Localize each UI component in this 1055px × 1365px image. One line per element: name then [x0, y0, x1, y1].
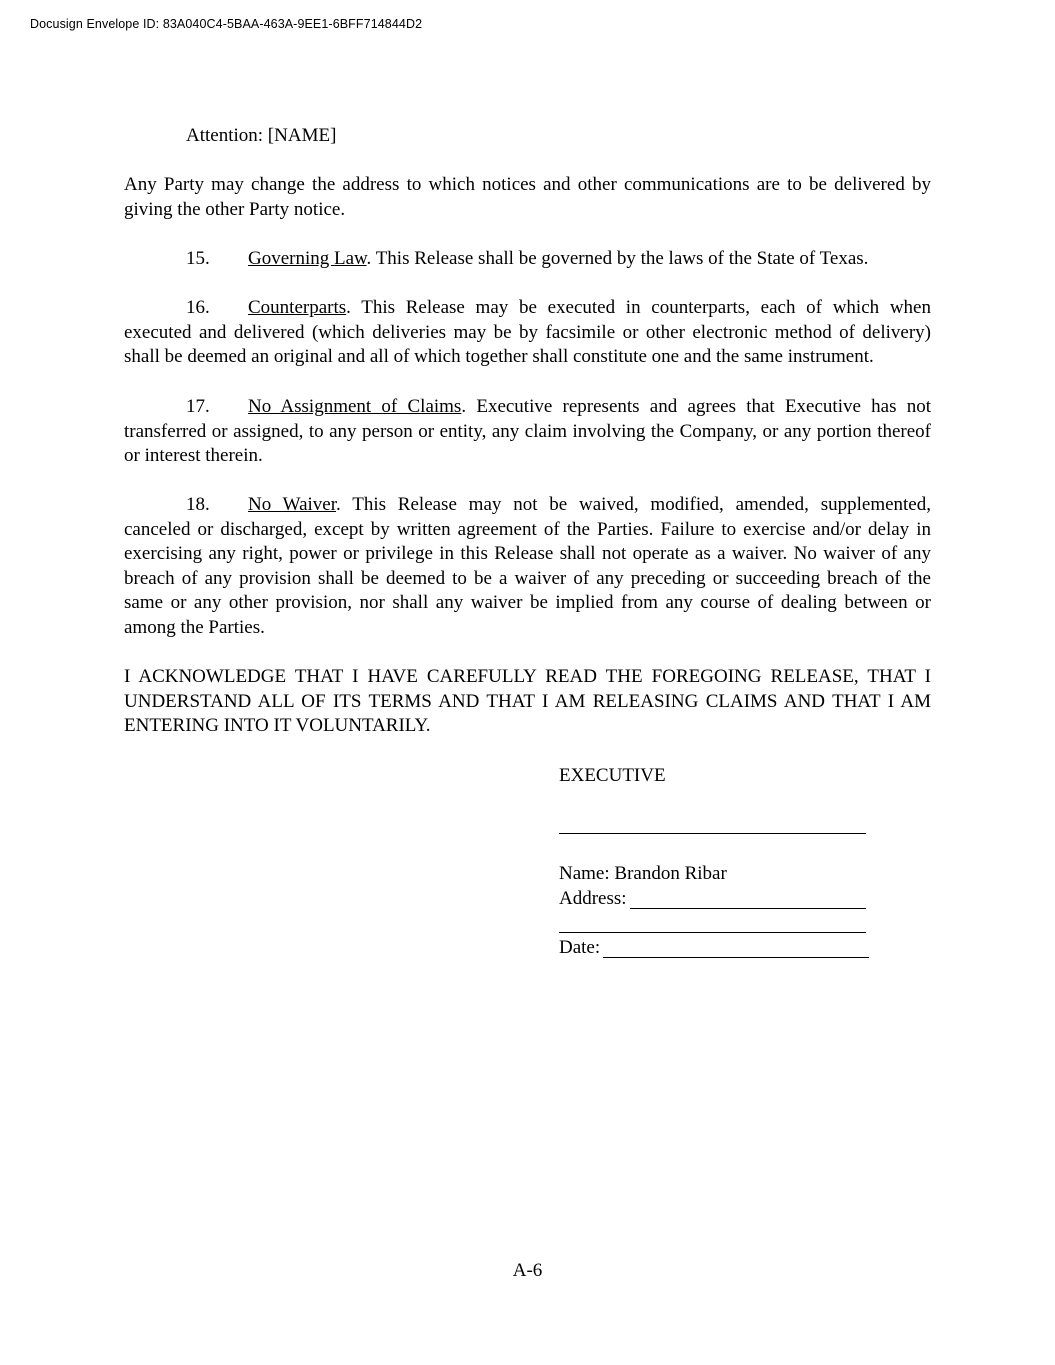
section-heading: Counterparts	[248, 297, 347, 318]
section-text: . This Release may not be waived, modified, amended, supplemented, canceled or discharged, except by written agreement of the Parties. Failure to exercise and/or delay in exercising any right, power or privilege in this Release shall not operate as a waiver. No waiver of any breach of any provision shall be deemed to be a waiver of any preceding or succeeding breach of the same or any other provision, nor shall any waiver be implied from any course of dealing between or among the Parties.	[124, 494, 931, 638]
section-text: . Executive represents and agrees that Executive has not transferred or assigned, to any person or entity, any claim involving the Company, or any portion thereof or interest therein.	[124, 396, 931, 467]
section-18-no-waiver	[124, 493, 931, 641]
section-number: 15.	[186, 248, 210, 269]
section-number: 16.	[186, 297, 210, 318]
section-heading: No Waiver	[248, 494, 337, 515]
date-label: Date:	[559, 937, 601, 958]
address-label: Address:	[559, 888, 627, 909]
address-change-paragraph: Any Party may change the address to which notices and other communications are to be delivered by giving the other Party notice.	[124, 174, 931, 220]
executive-name: Name: Brandon Ribar	[559, 863, 727, 884]
docusign-envelope-id: Docusign Envelope ID: 83A040C4-5BAA-463A-9EE1-6BFF714844D2	[30, 17, 423, 31]
section-heading: No Assignment of Claims	[248, 396, 462, 417]
attention-line: Attention: [NAME]	[186, 125, 337, 146]
section-text: . This Release shall be governed by the laws of the State of Texas.	[366, 248, 869, 269]
section-16-counterparts	[124, 296, 931, 370]
acknowledgement-paragraph: I ACKNOWLEDGE THAT I HAVE CAREFULLY READ THE FOREGOING RELEASE, THAT I UNDERSTAND ALL OF ITS TERMS AND THAT I AM RELEASING CLAIMS AND THAT I AM ENTERING INTO IT VOLUNTARILY.	[124, 666, 931, 737]
section-number: 18.	[186, 494, 210, 515]
section-text: . This Release may be executed in counterparts, each of which when executed and delivered (which deliveries may be by facsimile or other electronic method of delivery) shall be deemed an original and all of which together shall constitute one and the same instrument.	[124, 297, 931, 368]
signature-line	[559, 833, 866, 834]
section-heading: Governing Law	[248, 248, 367, 269]
section-number: 17.	[186, 396, 210, 417]
date-line	[603, 957, 869, 958]
section-15-governing-law	[124, 247, 931, 272]
executive-heading: EXECUTIVE	[559, 765, 666, 786]
address-line-2	[559, 932, 866, 933]
page-number: A-6	[512, 1260, 543, 1281]
address-line-1	[630, 908, 866, 909]
section-17-no-assignment	[124, 395, 931, 469]
